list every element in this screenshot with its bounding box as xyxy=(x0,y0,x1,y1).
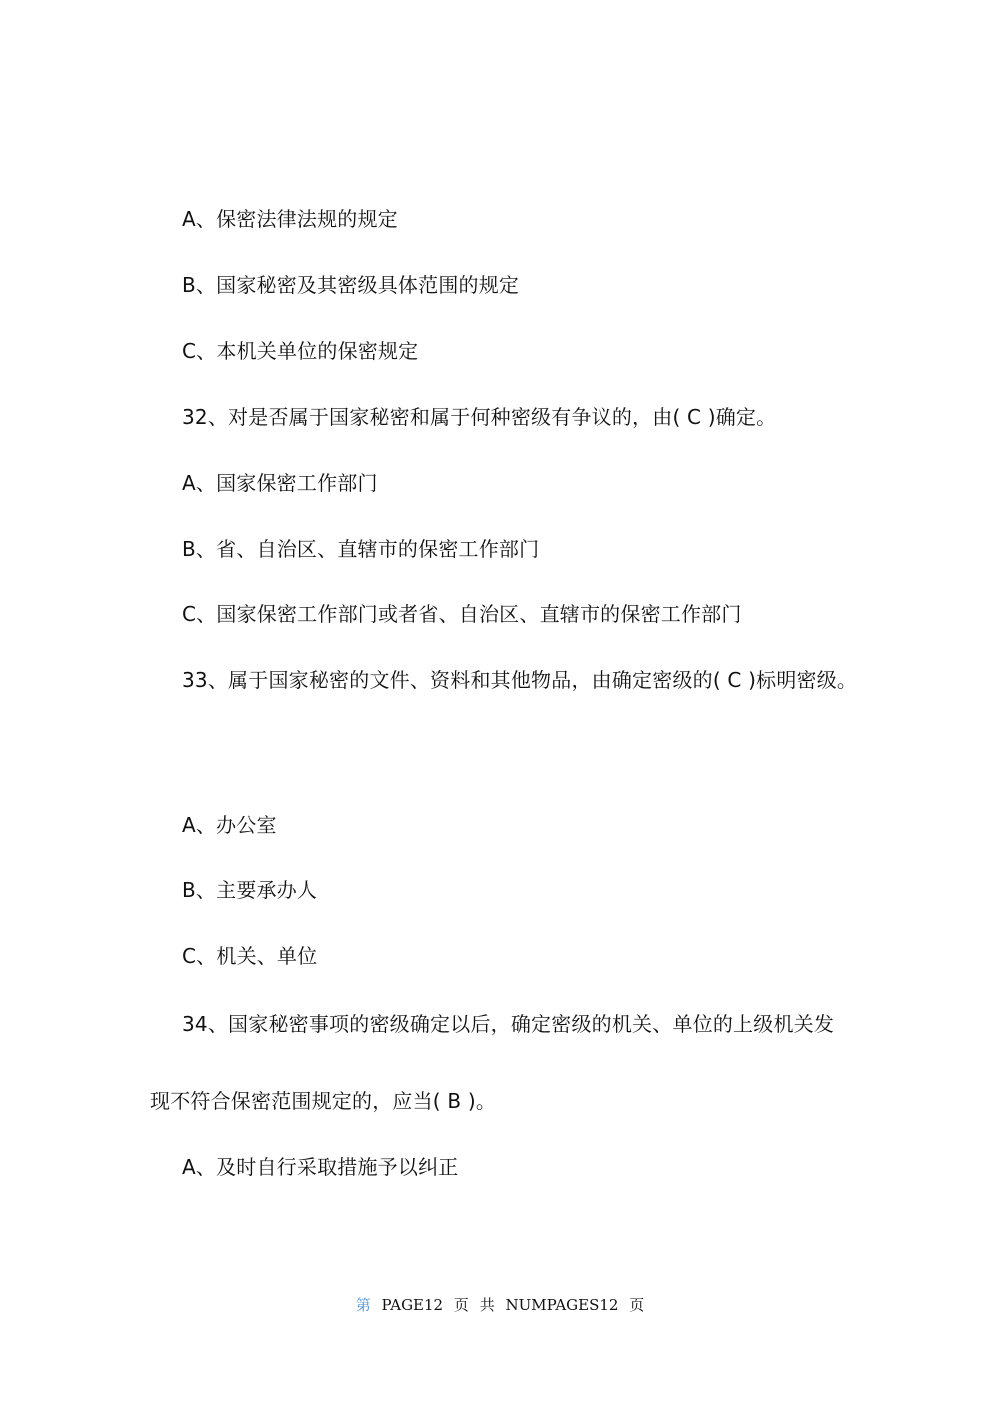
option-a-q34: A、及时自行采取措施予以纠正 xyxy=(182,1155,459,1179)
option-b-q33: B、主要承办人 xyxy=(182,878,318,902)
option-a-q33: A、办公室 xyxy=(182,813,277,837)
option-c-q31: C、本机关单位的保密规定 xyxy=(182,339,419,363)
option-b-q32: B、省、自治区、直辖市的保密工作部门 xyxy=(182,537,540,561)
question-34-line1: 34、国家秘密事项的密级确定以后，确定密级的机关、单位的上级机关发 xyxy=(182,1012,835,1036)
footer-numpages-field: NUMPAGES12 xyxy=(505,1296,619,1314)
option-a-q32: A、国家保密工作部门 xyxy=(182,471,378,495)
footer-ye: 页 xyxy=(453,1296,469,1314)
option-b-q31: B、国家秘密及其密级具体范围的规定 xyxy=(182,273,520,297)
option-c-q33: C、机关、单位 xyxy=(182,944,318,968)
option-a-q31: A、保密法律法规的规定 xyxy=(182,207,398,231)
footer-page-field: PAGE12 xyxy=(381,1296,444,1314)
footer-ye-end: 页 xyxy=(629,1296,645,1314)
question-32: 32、对是否属于国家秘密和属于何种密级有争议的，由( C )确定。 xyxy=(182,405,777,429)
page-footer xyxy=(0,1294,1000,1316)
option-c-q32: C、国家保密工作部门或者省、自治区、直辖市的保密工作部门 xyxy=(182,602,742,626)
question-34-line2: 现不符合保密范围规定的，应当( B )。 xyxy=(150,1089,497,1113)
footer-gong: 共 xyxy=(479,1296,495,1314)
question-33: 33、属于国家秘密的文件、资料和其他物品，由确定密级的( C )标明密级。 xyxy=(182,668,858,692)
footer-di: 第 xyxy=(355,1296,371,1314)
